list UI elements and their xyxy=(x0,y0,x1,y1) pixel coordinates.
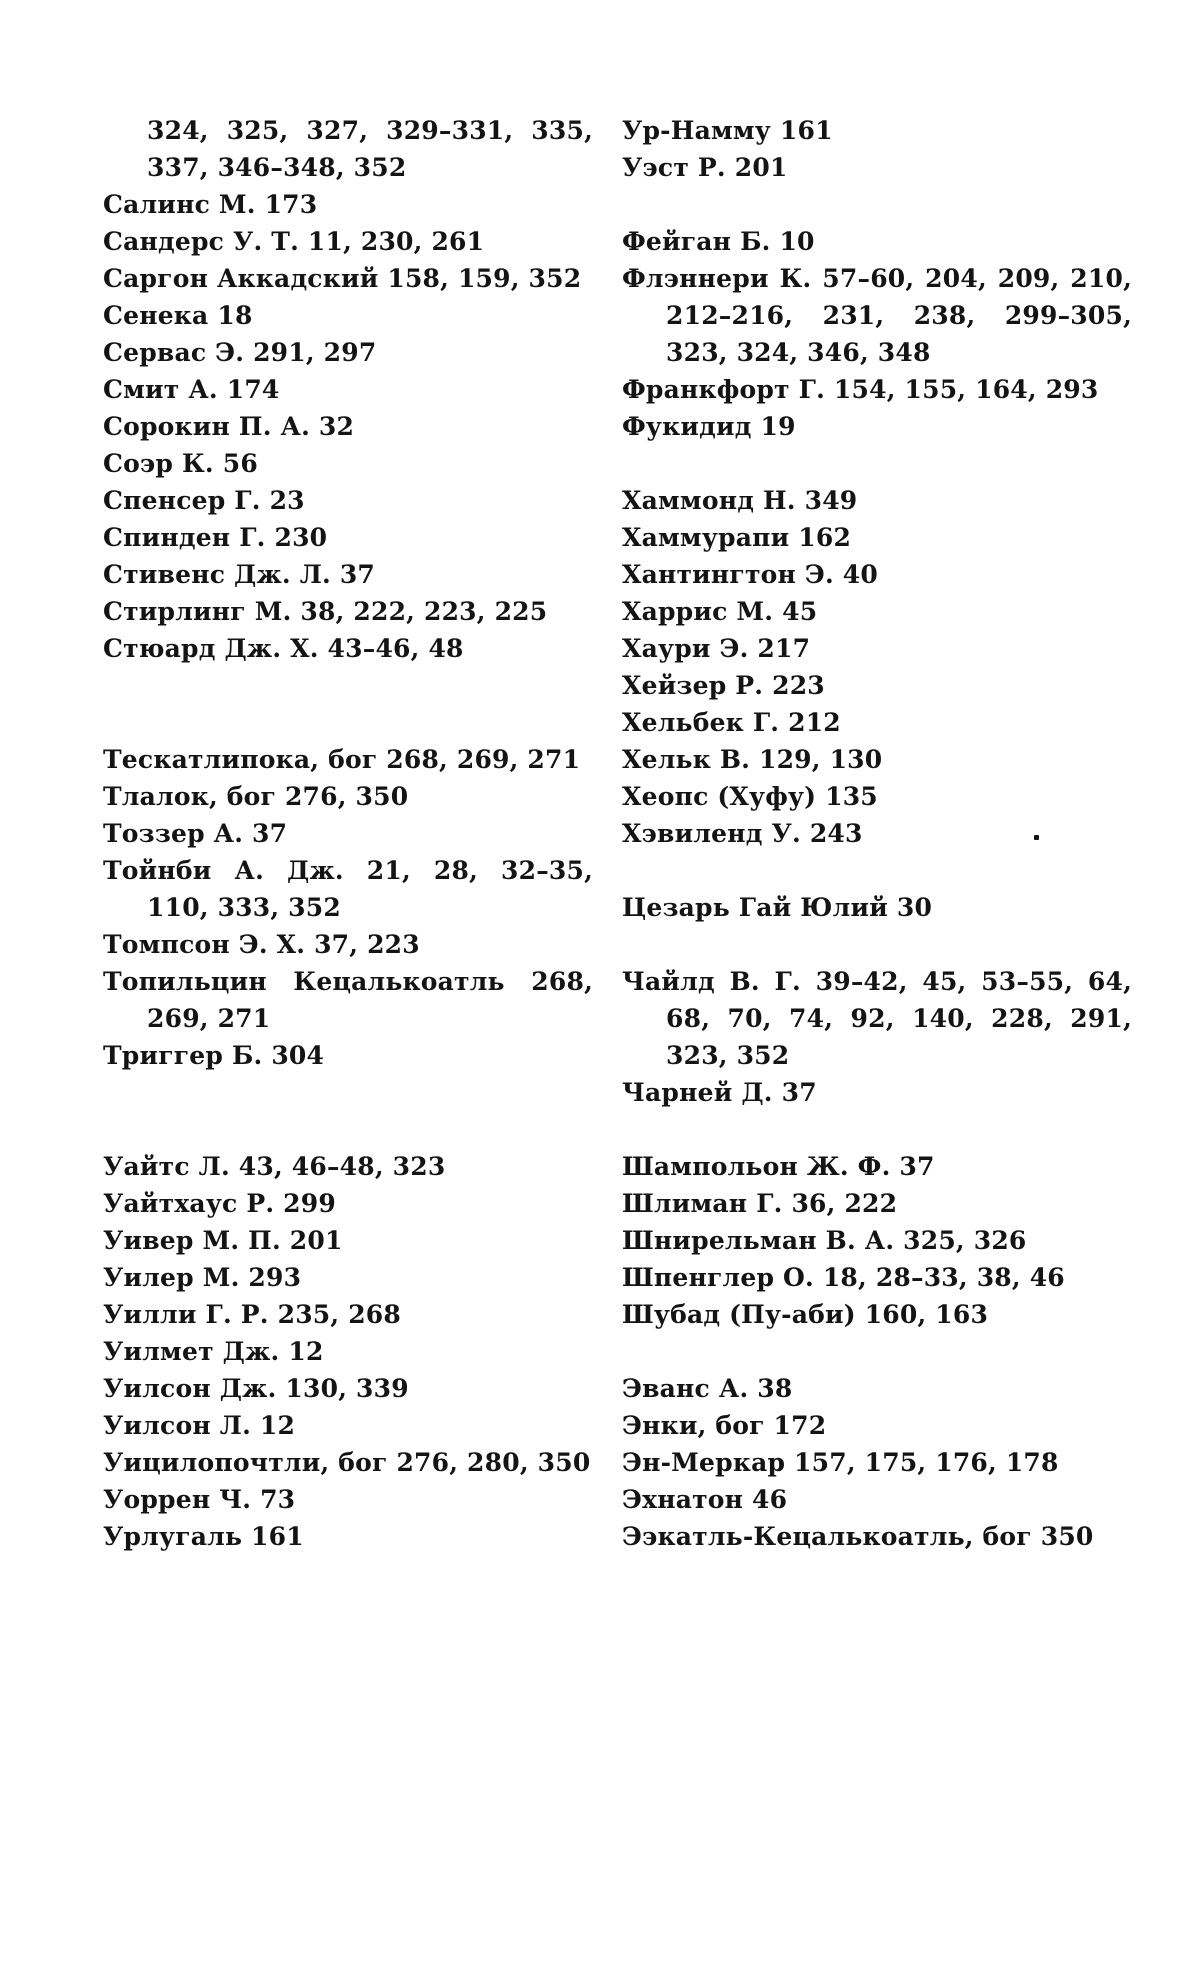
stray-ink-dot xyxy=(1034,835,1039,840)
index-entry: Саргон Аккадский 158, 159, 352 xyxy=(103,264,582,293)
index-entry: Стюард Дж. Х. 43–46, 48 xyxy=(103,634,464,663)
index-entry: Уилсон Дж. 130, 339 xyxy=(103,1374,409,1403)
index-entry: Шлиман Г. 36, 222 xyxy=(622,1189,898,1218)
index-entry: Хеопс (Хуфу) 135 xyxy=(622,782,878,811)
index-entry: Урлугаль 161 xyxy=(103,1522,304,1551)
index-entry-list-right xyxy=(622,112,1132,1555)
index-entry: Чарней Д. 37 xyxy=(622,1078,817,1107)
index-entry: Эн-Меркар 157, 175, 176, 178 xyxy=(622,1448,1059,1477)
index-entry: Спенсер Г. 23 xyxy=(103,486,305,515)
index-entry: Шубад (Пу-аби) 160, 163 xyxy=(622,1300,989,1329)
index-entry: Тоззер А. 37 xyxy=(103,819,288,848)
index-entry: Смит А. 174 xyxy=(103,375,280,404)
index-entry: Топильцин Кецалькоатль 268, 269, 271 xyxy=(103,967,593,1033)
index-entry: Эхнатон 46 xyxy=(622,1485,788,1514)
index-entry: Триггер Б. 304 xyxy=(103,1041,325,1070)
index-entry: Цезарь Гай Юлий 30 xyxy=(622,893,933,922)
index-entry-list-left xyxy=(103,112,593,1555)
index-entry: Фукидид 19 xyxy=(622,412,796,441)
index-entry: Хельк В. 129, 130 xyxy=(622,745,883,774)
index-entry: Тойнби А. Дж. 21, 28, 32–35, 110, 333, 352 xyxy=(103,856,593,922)
index-entry: Харрис М. 45 xyxy=(622,597,818,626)
index-entry: Стивенс Дж. Л. 37 xyxy=(103,560,376,589)
index-entry: Сервас Э. 291, 297 xyxy=(103,338,377,367)
index-entry: Уилли Г. Р. 235, 268 xyxy=(103,1300,401,1329)
index-entry: Франкфорт Г. 154, 155, 164, 293 xyxy=(622,375,1099,404)
index-entry: Энки, бог 172 xyxy=(622,1411,827,1440)
index-entry: Хаури Э. 217 xyxy=(622,634,811,663)
index-entry: Уайтс Л. 43, 46–48, 323 xyxy=(103,1152,446,1181)
index-entry: Уилмет Дж. 12 xyxy=(103,1337,324,1366)
index-entry: Соэр К. 56 xyxy=(103,449,258,478)
index-entry: Чайлд В. Г. 39–42, 45, 53–55, 64, 68, 70, 74, 92, 140, 228, 291, 323, 352 xyxy=(622,967,1132,1070)
index-entry: Шампольон Ж. Ф. 37 xyxy=(622,1152,935,1181)
index-entry: Шнирельман В. А. 325, 326 xyxy=(622,1226,1027,1255)
index-entry: Уоррен Ч. 73 xyxy=(103,1485,296,1514)
index-entry: Уилер М. 293 xyxy=(103,1263,302,1292)
index-entry: Хаммонд Н. 349 xyxy=(622,486,858,515)
index-entry: Хэвиленд У. 243 xyxy=(622,819,863,848)
index-entry: Тескатлипока, бог 268, 269, 271 xyxy=(103,745,581,774)
index-entry: Эванс А. 38 xyxy=(622,1374,793,1403)
index-entry: Уайтхаус Р. 299 xyxy=(103,1189,336,1218)
index-entry: Сенека 18 xyxy=(103,301,253,330)
index-entry: Уэст Р. 201 xyxy=(622,153,788,182)
index-entry: Салинс М. 173 xyxy=(103,190,318,219)
index-column-right xyxy=(622,112,1132,1555)
index-entry: Сандерс У. Т. 11, 230, 261 xyxy=(103,227,485,256)
index-entry: Фейган Б. 10 xyxy=(622,227,815,256)
index-entry: Хельбек Г. 212 xyxy=(622,708,841,737)
index-entry: Томпсон Э. Х. 37, 223 xyxy=(103,930,420,959)
index-entry: Хантингтон Э. 40 xyxy=(622,560,878,589)
index-entry: 324, 325, 327, 329–331, 335, 337, 346–348, 352 xyxy=(147,116,593,182)
index-entry: Стирлинг М. 38, 222, 223, 225 xyxy=(103,597,548,626)
index-entry: Шпенглер О. 18, 28–33, 38, 46 xyxy=(622,1263,1065,1292)
index-entry: Спинден Г. 230 xyxy=(103,523,328,552)
index-entry: Сорокин П. А. 32 xyxy=(103,412,355,441)
index-entry: Хаммурапи 162 xyxy=(622,523,852,552)
index-entry: Ур-Намму 161 xyxy=(622,116,833,145)
index-entry: Уилсон Л. 12 xyxy=(103,1411,296,1440)
index-entry: Флэннери К. 57–60, 204, 209, 210, 212–216, 231, 238, 299–305, 323, 324, 346, 348 xyxy=(622,264,1132,367)
index-entry: Уицилопочтли, бог 276, 280, 350 xyxy=(103,1448,591,1477)
index-entry: Хейзер Р. 223 xyxy=(622,671,825,700)
index-entry: Тлалок, бог 276, 350 xyxy=(103,782,409,811)
index-column-left xyxy=(103,112,593,1555)
index-entry: Ээкатль-Кецалькоатль, бог 350 xyxy=(622,1522,1094,1551)
index-entry: Уивер М. П. 201 xyxy=(103,1226,343,1255)
